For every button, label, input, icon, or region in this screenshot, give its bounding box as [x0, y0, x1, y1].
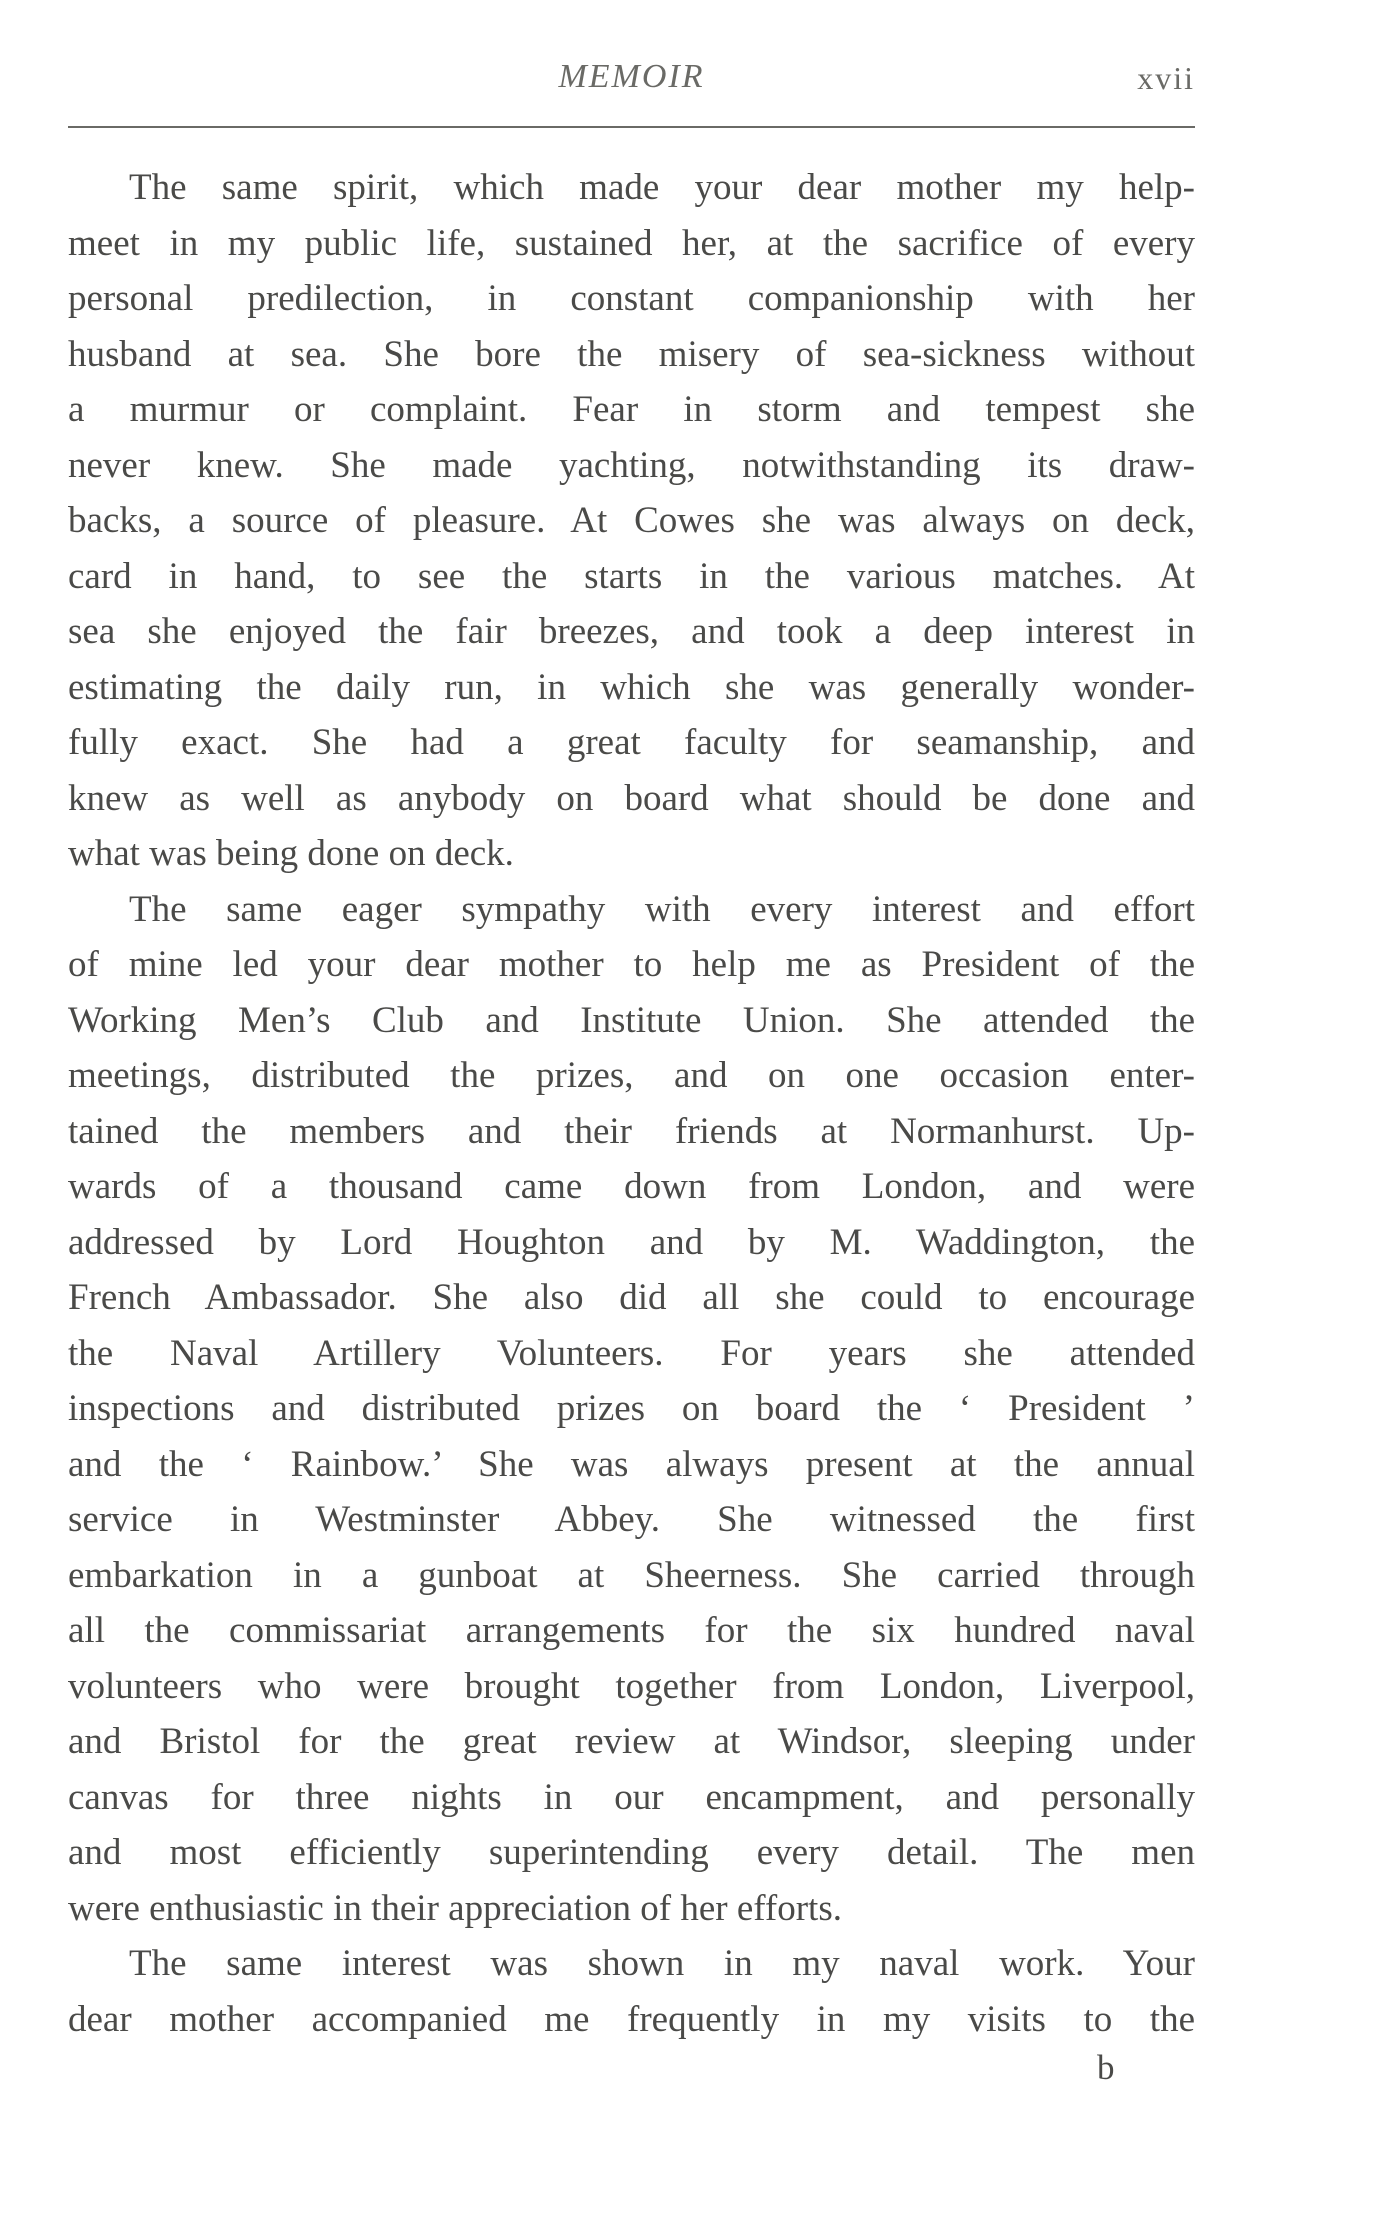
text-line: were enthusiastic in their appreciation of her efforts. — [68, 1887, 842, 1929]
text-line: canvas for three nights in our encampment, and personally — [68, 1776, 1195, 1818]
text-line: meet in my public life, sustained her, at the sacrifice of every — [68, 222, 1195, 264]
text-line: Working Men’s Club and Institute Union. She attended the — [68, 999, 1195, 1041]
text-line: dear mother accompanied me frequently in my visits to the — [68, 1998, 1195, 2040]
running-head — [68, 58, 1195, 108]
text-line: what was being done on deck. — [68, 833, 514, 874]
text-line: never knew. She made yachting, notwithstanding its draw- — [68, 444, 1195, 486]
text-line: card in hand, to see the starts in the various matches. At — [68, 555, 1195, 597]
text-line: volunteers who were brought together from London, Liverpool, — [68, 1665, 1195, 1707]
text-line: the Naval Artillery Volunteers. For years she attended — [68, 1332, 1195, 1374]
text-line: The same eager sympathy with every interest and effort — [129, 888, 1195, 930]
text-line: estimating the daily run, in which she was generally wonder- — [68, 666, 1195, 708]
text-line: husband at sea. She bore the misery of sea-sickness without — [68, 333, 1195, 375]
text-line: service in Westminster Abbey. She witnessed the first — [68, 1499, 1195, 1540]
header-rule — [68, 126, 1195, 128]
body-text — [68, 160, 1195, 2047]
text-line: fully exact. She had a great faculty for seamanship, and — [68, 722, 1195, 763]
text-line: French Ambassador. She also did all she could to encourage — [68, 1277, 1195, 1318]
text-line: and the ‘ Rainbow.’ She was always present at the annual — [68, 1443, 1195, 1485]
text-line: meetings, distributed the prizes, and on one occasion enter- — [68, 1055, 1195, 1096]
text-line: The same interest was shown in my naval work. Your — [129, 1943, 1195, 1984]
signature-mark: b — [1097, 2048, 1115, 2087]
text-line: addressed by Lord Houghton and by M. Waddington, the — [68, 1221, 1195, 1263]
text-line: tained the members and their friends at Normanhurst. Up- — [68, 1110, 1195, 1152]
text-line: embarkation in a gunboat at Sheerness. She carried through — [68, 1554, 1195, 1596]
page-number: xvii — [1137, 60, 1195, 96]
text-line: inspections and distributed prizes on board the ‘ President ’ — [68, 1388, 1195, 1429]
text-line: personal predilection, in constant companionship with her — [68, 278, 1195, 319]
text-line: backs, a source of pleasure. At Cowes she was always on deck, — [68, 500, 1195, 541]
text-line: wards of a thousand came down from London, and were — [68, 1166, 1195, 1207]
text-line: The same spirit, which made your dear mother my help- — [129, 167, 1195, 208]
text-line: a murmur or complaint. Fear in storm and tempest she — [68, 389, 1195, 430]
text-line: of mine led your dear mother to help me as President of the — [68, 944, 1195, 985]
running-title: MEMOIR — [558, 58, 705, 95]
text-line: and Bristol for the great review at Windsor, sleeping under — [68, 1721, 1195, 1762]
text-line: knew as well as anybody on board what should be done and — [68, 777, 1195, 819]
text-line: all the commissariat arrangements for the six hundred naval — [68, 1610, 1195, 1651]
text-line: sea she enjoyed the fair breezes, and took a deep interest in — [68, 611, 1195, 652]
text-line: and most efficiently superintending every detail. The men — [68, 1832, 1195, 1873]
